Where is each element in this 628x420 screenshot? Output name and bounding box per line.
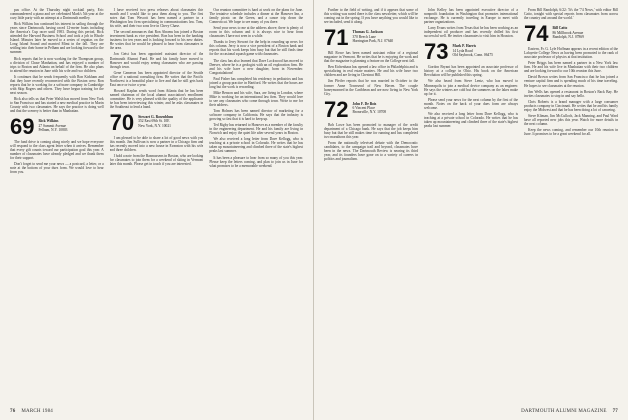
paragraph: Please send your news for the next column by the first of the month. Notes on the back of your dues form are always welcome. <box>424 97 518 110</box>
paragraph: Keep the news coming, and remember our 10th reunion in June. It promises to be a great weekend for all. <box>524 127 618 136</box>
paragraph: Bob Lowe has been promoted to manager of the credit department of a Chicago bank. He says that the job keeps him busy but that he still makes time for running and has completed two marathons this year. <box>324 122 418 139</box>
paragraph: Jon Geist has been appointed assistant director of the Dartmouth Alumni Fund. He and his family have moved to Hanover and would enjoy seeing classmates who are passing through town. <box>109 52 204 69</box>
class-secretary-address: Thomas G. Jackson 370 Beech Lane Harrington Park, N.J. 07640 <box>352 30 394 43</box>
paragraph: Jim Wells has opened a restaurant in Boston's Back Bay. He invites classmates to stop in and say hello. <box>524 89 618 98</box>
class-heading-69 <box>10 114 104 140</box>
paragraph: Larry Evans writes from Texas that he has been working as an independent oil producer and has recently drilled his first successful well. He invites classmates to visit him in Houston. <box>424 26 518 39</box>
paragraph: Rick also tells us that Peter Walsh has moved from New York to San Francisco and has started a new medical practice in Marin County with two classmates. He says the practice is doing well and that the scenery is better than in Manhattan. <box>10 96 104 114</box>
column-1 <box>10 8 104 400</box>
class-year: 73 <box>424 39 449 65</box>
class-heading-70 <box>109 110 204 136</box>
paragraph: Peter Briggs has been named a partner in a New York law firm. He and his wife live in Manhattan with their two children and are looking forward to our 10th reunion this June. <box>524 61 618 74</box>
paragraph: The fund drive is coming along nicely and we hope everyone will respond to the class agent letter when it arrives. Remember that every gift counts toward our participation goal this year. A number of classmates have already pledged and we thank them for their support. <box>10 140 104 161</box>
class-year: 71 <box>324 25 349 51</box>
paragraph: Don't forget to send me your news — a postcard, a letter, or a note at the bottom of your dues form. We would love to hear from you. <box>10 162 104 175</box>
class-year: 74 <box>524 21 549 47</box>
column-5 <box>424 8 518 400</box>
column-2 <box>110 8 204 400</box>
paragraph: We also received a long letter from Dave Kellogg, who is teaching at a private school in Colorado. He writes that he has taken up mountaineering and climbed three of the state's highest peaks last summer. <box>424 111 518 128</box>
class-secretary-address: Mark P. Harris 14 Lyda Road Old Saybrook, Conn. 06475 <box>452 44 493 58</box>
column-6 <box>524 8 618 400</box>
paragraph: From the nationally televised debate with the Democratic candidates, to the campaign trail and beyond, classmates have been in the news. The Dartmouth Review is nearing its third year, and its founders have gone on to a variety of careers in politics and journalism. <box>324 140 418 162</box>
issue-date: MARCH 1984 <box>21 409 53 414</box>
class-year: 70 <box>109 110 135 136</box>
class-heading-73 <box>424 39 518 65</box>
paragraph: pus office. At the Thursday night cocktail party, Eric commandeered a piano and we celebrated Mark's 5th year at the cozy little party with an attempt at a Dartmouth medley. <box>10 8 104 21</box>
right-page-footer <box>521 409 618 414</box>
paragraph: Rick Wilkins has continued his interest in sailing through the years since Dartmouth, having raced 12-meter boats including the America's Cup racer until 1983. During this period, Rick attended the Harvard Business School and took a job in Rhode Island. Minutes later he moved to a series of regattas on the Long Island Sound and married Mimi in the fall. They are settling into their home in Pelham and are looking forward to the summer. <box>10 22 104 55</box>
paragraph: I have received two press releases about classmates this month and I would like to pass them along to you. The first notes that Tom Wescott has been named a partner in a Washington law firm specializing in communications law. Tom, his wife, and their two sons live in Chevy Chase. <box>109 8 204 29</box>
page-number: 76 <box>10 409 16 414</box>
class-secretary-address: Stewart G. Rosenblum 352 East 69th St. 10E New York, N.Y. 10021 <box>138 115 173 128</box>
paragraph: Send your news to me at the address above; there is plenty of room in this column and it is always nice to hear from classmates I have not seen in a while. <box>209 26 304 39</box>
column-4 <box>324 8 418 400</box>
paragraph: Gordon Bryant has been appointed an associate professor of history at a college in Ohio. His book on the American Revolution will be published this spring. <box>424 65 518 78</box>
paragraph: Eastern, Fr. G. Lyle Hoffman appears in a recent edition of the Lafayette College News as having been promoted to the rank of associate professor of physics at that institution. <box>524 47 618 60</box>
class-secretary-address: Bill Catto 86 Millbrook Avenue Randolph, N.J. 07869 <box>552 26 584 39</box>
right-page-columns <box>324 8 618 400</box>
paragraph: Rick reports that he is now working for the Thompson group, a division of Chase Manhattan, and has enjoyed a number of trips to Boston and Atlanta on behalf of the firm. He also plans to attend the reunion in June with his wife and two children. <box>10 56 104 73</box>
paragraph: Further to the field of writing, and if it appears that some of this writing was noted there is the class newsletter, which will be coming out in the spring. If you have anything you would like to see included, send it along. <box>324 8 418 25</box>
class-heading-72 <box>324 96 418 122</box>
paragraph: We also received a long letter from Dave Kellogg, who is teaching at a private school in Colorado. He writes that he has taken up mountaineering and climbed three of the state's highest peaks last summer. <box>209 137 304 154</box>
class-heading-71 <box>324 25 418 51</box>
paragraph: David Brown writes from San Francisco that he has joined a venture capital firm and is spending much of his time traveling. He hopes to see classmates at the reunion. <box>524 75 618 88</box>
paragraph: I hold a note from the Rasmussens in Boston, who are looking for classmates to join them for a weekend of skiing in Vermont later this month. Please get in touch if you are interested. <box>109 154 204 167</box>
column-3 <box>209 8 303 400</box>
paragraph: Tom Holmes has been named director of marketing for a software company in California. He says that the industry is growing so fast that it is hard to keep up. <box>209 109 304 122</box>
paragraph: I am pleased to be able to share a lot of good news with you this month. Jim Sullivan is now a partner in a Chicago firm and has recently moved into a new house in Evanston with his wife and three children. <box>109 136 204 153</box>
paragraph: It continues that he sends frequently with Ron Kirkham and that they have recently reconnected with the Boston crew. Ron reports that he is working for a software company in Cambridge with Skip Rogers and others. They have begun training for the next season. <box>10 74 104 95</box>
class-heading-74 <box>524 21 618 47</box>
paragraph: It has been a pleasure to hear from so many of you this year. Please keep the letters coming, and plan to join us in June for what promises to be a memorable weekend. <box>209 155 304 168</box>
paragraph: Howard Kaplan sends word from Atlanta that he has been named chairman of the local alumni association's enrollment committee. He is very pleased with the quality of the applicants he has been interviewing this winter, and he asks classmates in the Southeast to lend a hand. <box>109 88 204 110</box>
paragraph: Steve Kliman, Jim McCulloch, Jack Manning, and Paul Ward have all reported new jobs this year. Watch for more details in the next column. <box>524 113 618 126</box>
class-year: 69 <box>10 114 35 140</box>
paragraph: Our reunion committee is hard at work on the plans for June. The tentative schedule includes a dinner at the Hanover Inn, a family picnic on the Green, and a canoe trip down the Connecticut. We hope to see many of you there. <box>209 8 304 25</box>
paragraph: Paul Fisher has completed his residency in pediatrics and has joined a group practice in Hartford. He writes that the hours are long but the work is rewarding. <box>209 76 304 89</box>
magazine-name: DARTMOUTH ALUMNI MAGAZINE <box>521 409 607 414</box>
paragraph: Thanks to Jerry Stewart for the help in rounding up news for this column. Jerry is now a vice president of a Boston bank and reports that his work keeps him busy but that he still finds time for the occasional squash game with classmates. <box>209 40 304 57</box>
paragraph: Gene Cameron has been appointed director of the Seattle office of a national consulting firm. He writes that the Pacific Northwest is a beautiful place to live and that he still gets back East once or twice a year. <box>109 70 204 87</box>
left-page-columns <box>10 8 303 400</box>
left-page-footer <box>10 409 53 414</box>
paragraph: John Kelley has been appointed executive director of a nonprofit foundation in Washington that promotes international exchange. He is currently traveling in Europe to meet with partner organizations. <box>424 8 518 25</box>
right-page <box>314 0 628 420</box>
paragraph: Mike Benson and his wife, Sara, are living in London, where Mike is working for an international law firm. They would love to see any classmates who come through town. Write to me for their address. <box>209 90 304 107</box>
paragraph: Ted Rigby has returned to Hanover as a member of the faculty in the engineering department. He and his family are living in Norwich and enjoy the quiet life after several years in Boston. <box>209 123 304 136</box>
class-secretary-address: John F. De Bois 6 Vincent Place Bronxville, N.Y. 10708 <box>352 101 387 115</box>
paragraph: Chris Roberts is a brand manager with a large consumer products company in Cincinnati. He writes that he and his family enjoy the Midwest and that he has been doing a lot of canoeing. <box>524 99 618 112</box>
paragraph: Jim Pfeifer reports that he was married in October to the former Anne Townsend of New Haven. The couple honeymooned in the Caribbean and are now living in New York City. <box>324 79 418 96</box>
paragraph: The class has also learned that Dave Lockwood has moved to Denver, where he is a geologist with an oil exploration firm. He and his wife have a new daughter, born in November. Congratulations! <box>209 58 304 75</box>
paragraph: The second announces that Ron Abrams has joined a Boston investment bank as vice president. Ron has been in the banking business for ten years and is looking forward to his new duties. He writes that he would be pleased to hear from classmates in the area. <box>109 30 204 51</box>
paragraph: From Bill Randolph, 6/22: 'It's the '74 News,' with editor Bill Catto, tonight with special reports from classmates from across the country and around the world.' <box>524 8 618 21</box>
class-secretary-address: Rick Wilkins 27 Summit Avenue Pelham, N.Y. 10803 <box>38 119 68 132</box>
page-number: 77 <box>612 409 618 414</box>
paragraph: We also heard from Steve Lentz, who has moved to Minneapolis to join a medical device company as an engineer. He says the winters are cold but the summers on the lakes make up for it. <box>424 79 518 96</box>
class-year: 72 <box>324 96 349 122</box>
paragraph: Bill Rowe has been named assistant editor of a regional magazine in Vermont. He writes that he is enjoying the work and that the magazine is planning a feature on the College next fall. <box>324 51 418 64</box>
paragraph: Ben Eichenhaus has opened a law office in Philadelphia and is specializing in real estate matters. He and his wife have two children and are living in Chestnut Hill. <box>324 65 418 78</box>
